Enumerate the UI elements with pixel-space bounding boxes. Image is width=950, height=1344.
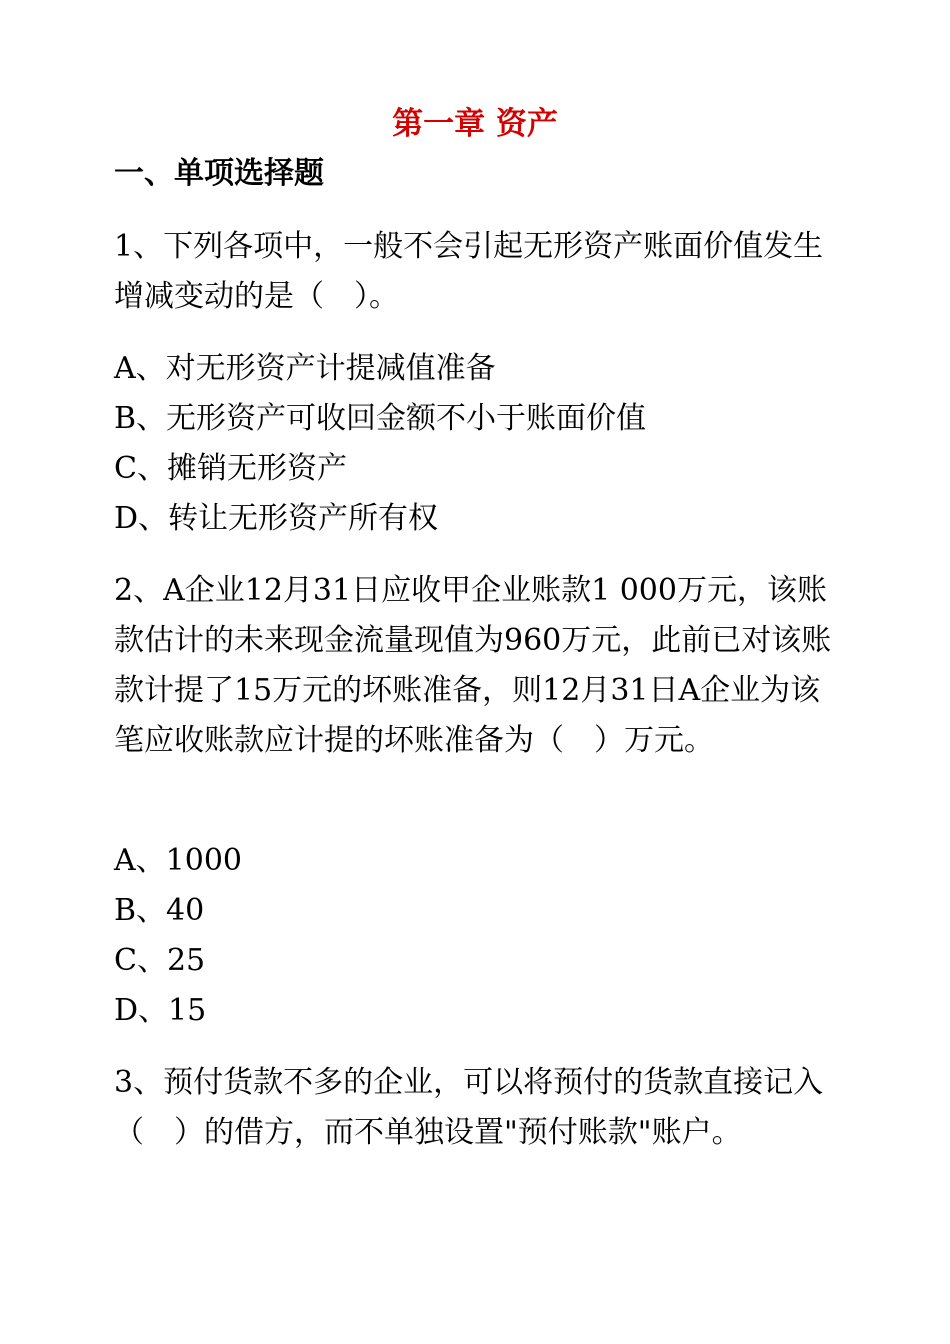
question-1-options [114, 344, 838, 544]
question-1-option-d: D、转让无形资产所有权 [114, 501, 439, 536]
question-2-option-b: B、40 [114, 893, 205, 928]
question-3-text: 3、预付货款不多的企业，可以将预付的货款直接记入（ ）的借方，而不单独设置"预付账款"账户。 [114, 1065, 824, 1150]
question-2-option-d: D、15 [114, 993, 207, 1028]
question-2-options [114, 836, 838, 1036]
question-2-option-c: C、25 [114, 943, 206, 978]
question-1-text: 1、下列各项中，一般不会引起无形资产账面价值发生增减变动的是（ ）。 [114, 229, 824, 314]
chapter-title: 第一章 资产 [392, 106, 558, 142]
section-title: 一、单项选择题 [114, 156, 324, 191]
question-1-option-a: A、对无形资产计提减值准备 [114, 351, 496, 386]
question-2-option-a: A、1000 [114, 843, 243, 878]
question-1-option-b: B、无形资产可收回金额不小于账面价值 [114, 401, 647, 436]
question-1-option-c: C、摊销无形资产 [114, 451, 347, 486]
question-2-text: 2、A企业12月31日应收甲企业账款1 000万元，该账款估计的未来现金流量现值为960万元，此前已对该账款计提了15万元的坏账准备，则12月31日A企业为该笔应收账款应计提的坏账准备为（ ）万元。 [114, 573, 832, 758]
